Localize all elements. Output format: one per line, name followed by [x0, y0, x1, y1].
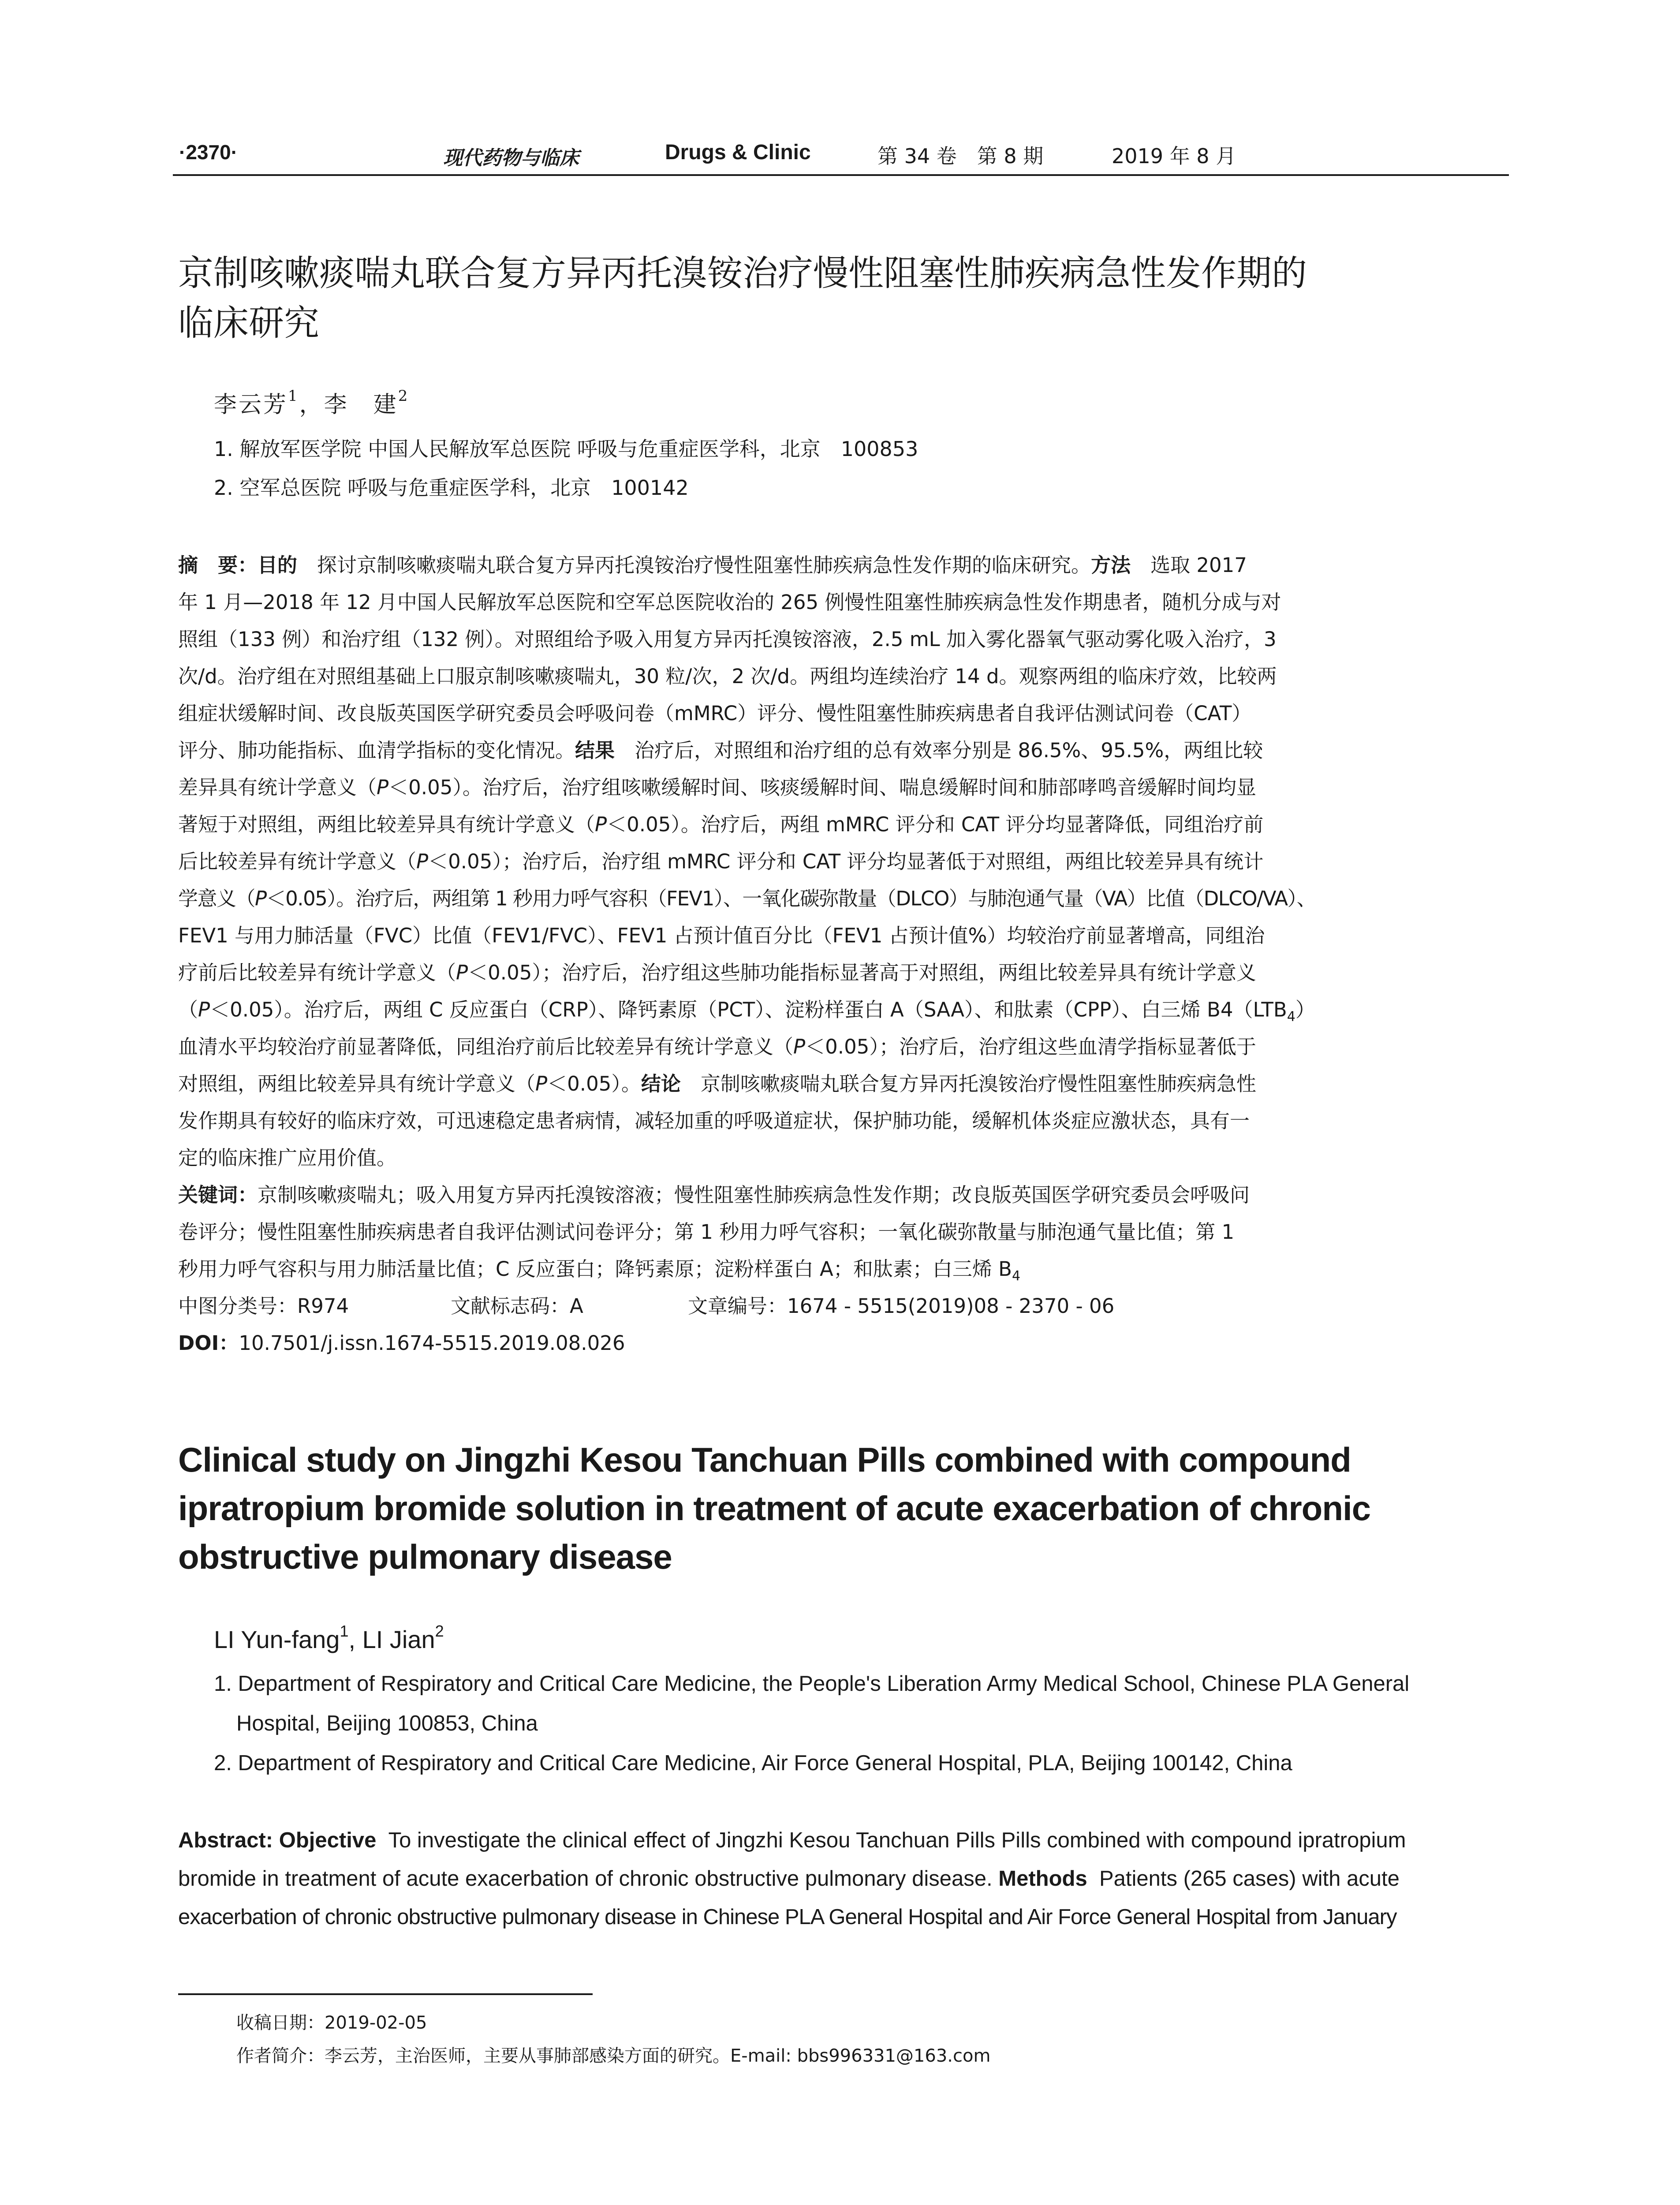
- p-value-symbol: P: [535, 1072, 548, 1095]
- title-cn-line-2: 临床研究: [178, 303, 319, 344]
- p-value-symbol: P: [255, 887, 266, 910]
- abstract-cn-text: ＜0.05）。治疗后，两组 mMRC 评分和 CAT 评分均显著降低，同组治疗前: [607, 813, 1264, 836]
- results-label-cn: 结果: [575, 739, 615, 762]
- keywords-cn-line: [178, 1253, 1020, 1282]
- author-1-cn: 李云芳: [214, 392, 288, 418]
- keywords-cn-line: [178, 1179, 1250, 1207]
- abstract-cn-text: ）: [1295, 998, 1315, 1021]
- affiliation-en-2: 2. Department of Respiratory and Critical Care Medicine, Air Force General Hospital, PLA, Beijing 100142, China: [214, 1751, 1292, 1775]
- classification-doc-code: 文献标志码：A: [451, 1294, 583, 1318]
- p-value-symbol: P: [793, 1035, 806, 1058]
- p-value-symbol: P: [595, 813, 607, 836]
- abstract-cn-text: 选取 2017: [1150, 553, 1247, 577]
- header-rule: [173, 174, 1509, 176]
- abstract-cn-line: [178, 1142, 396, 1170]
- methods-label-en: Methods: [998, 1867, 1087, 1891]
- abstract-cn-text: ＜0.05）；治疗后，治疗组这些血清学指标显著低于: [805, 1035, 1256, 1058]
- abstract-cn-text: 对照组，两组比较差异具有统计学意义（: [178, 1072, 536, 1095]
- keywords-label-cn: 关键词：: [178, 1183, 258, 1207]
- volume-issue: 第 34 卷 第 8 期: [877, 144, 1044, 168]
- abstract-cn-text: 治疗后，对照组和治疗组的总有效率分别是 86.5%、95.5%，两组比较: [635, 739, 1263, 762]
- abstract-en-text: exacerbation of chronic obstructive pulmonary disease in Chinese PLA General Hospital and Air Force General Hospital from January: [178, 1905, 1397, 1929]
- issue-date: 2019 年 8 月: [1112, 144, 1236, 168]
- title-en-line-3: obstructive pulmonary disease: [178, 1537, 672, 1576]
- abstract-cn-text: 探讨京制咳嗽痰喘丸联合复方异丙托溴铵治疗慢性阻塞性肺疾病急性发作期的临床研究。: [317, 553, 1091, 577]
- objective-label-cn: 目的: [258, 553, 298, 577]
- abstract-cn-text: ＜0.05）；治疗后，治疗组这些肺功能指标显著高于对照组，两组比较差异具有统计学意义: [468, 961, 1256, 984]
- abstract-en-line: [178, 1866, 1400, 1891]
- title-cn-line-1: 京制咳嗽痰喘丸联合复方异丙托溴铵治疗慢性阻塞性肺疾病急性发作期的: [178, 253, 1307, 294]
- p-value-symbol: P: [456, 961, 468, 984]
- abstract-cn-text: 年 1 月—2018 年 12 月中国人民解放军总医院和空军总医院收治的 265 例慢性阻塞性肺疾病急性发作期患者，随机分成与对: [178, 590, 1281, 614]
- objective-label-en: Objective: [279, 1828, 377, 1852]
- author-2-sup: 2: [435, 1622, 444, 1640]
- abstract-cn-text: 发作期具有较好的临床疗效，可迅速稳定患者病情，减轻加重的呼吸道症状，保护肺功能，缓解机体炎症应激状态，具有一: [178, 1109, 1250, 1132]
- abstract-cn-line: [178, 660, 1277, 689]
- abstract-en-text: bromide in treatment of acute exacerbation of chronic obstructive pulmonary disease.: [178, 1867, 993, 1891]
- classification-article-no: 文章编号：1674 - 5515(2019)08 - 2370 - 06: [688, 1294, 1115, 1318]
- p-value-symbol: P: [198, 998, 210, 1021]
- affiliation-en-1: 1. Department of Respiratory and Critical Care Medicine, the People's Liberation Army Medical School, Chinese PLA General: [214, 1672, 1410, 1696]
- abstract-cn-text: 疗前后比较差异有统计学意义（: [178, 961, 456, 984]
- abstract-cn-line: [178, 1031, 1256, 1059]
- subscript-4: 4: [1012, 1268, 1021, 1284]
- conclusion-label-cn: 结论: [641, 1072, 681, 1095]
- doi-label: DOI：: [178, 1331, 239, 1355]
- author-1-sup: 1: [340, 1622, 349, 1640]
- keywords-text: 卷评分；慢性阻塞性肺疾病患者自我评估测试问卷评分；第 1 秒用力呼气容积；一氧化碳弥散量与肺泡通气量比值；第 1: [178, 1220, 1235, 1244]
- classification-clc: 中图分类号：R974: [178, 1294, 349, 1318]
- journal-name-cn: 现代药物与临床: [443, 147, 579, 169]
- affiliation-cn-2: 2. 空军总医院 呼吸与危重症医学科，北京 100142: [214, 476, 689, 500]
- footnote-rule: [178, 1993, 593, 1995]
- abstract-cn-text: 后比较差异有统计学意义（: [178, 850, 417, 873]
- abstract-cn-text: 照组（133 例）和治疗组（132 例）。对照组给予吸入用复方异丙托溴铵溶液，2.5 mL 加入雾化器氧气驱动雾化吸入治疗，3: [178, 628, 1277, 651]
- abstract-cn-line: [178, 549, 1247, 578]
- author-sep: ,: [348, 1626, 362, 1653]
- methods-label-cn: 方法: [1091, 553, 1131, 577]
- abstract-cn-text: ＜0.05）。治疗后，两组 C 反应蛋白（CRP）、降钙素原（PCT）、淀粉样蛋白 A（SAA）、和肽素（CPP）、白三烯 B4（LTB: [210, 998, 1287, 1021]
- p-value-symbol: P: [377, 776, 389, 799]
- abstract-cn-text: 差异具有统计学意义（: [178, 776, 377, 799]
- abstract-cn-line: [178, 697, 1251, 726]
- abstract-cn-text: 评分、肺功能指标、血清学指标的变化情况。: [178, 739, 575, 762]
- abstract-cn-line: [178, 994, 1315, 1022]
- author-2-cn: 李 建: [324, 392, 398, 418]
- affiliation-en-1-cont: Hospital, Beijing 100853, China: [236, 1712, 538, 1735]
- abstract-en-text: Patients (265 cases) with acute: [1099, 1867, 1400, 1891]
- keywords-text: 京制咳嗽痰喘丸；吸入用复方异丙托溴铵溶液；慢性阻塞性肺疾病急性发作期；改良版英国医学研究委员会呼吸问: [258, 1183, 1250, 1207]
- abstract-cn-line: [178, 586, 1281, 615]
- authors-cn: [214, 386, 409, 419]
- subscript-4: 4: [1287, 1009, 1295, 1024]
- abstract-cn-text: 组症状缓解时间、改良版英国医学研究委员会呼吸问卷（mMRC）评分、慢性阻塞性肺疾病患者自我评估测试问卷（CAT）: [178, 702, 1252, 725]
- author-sep: ，: [299, 392, 324, 418]
- abstract-cn-text: ＜0.05）。治疗后，治疗组咳嗽缓解时间、咳痰缓解时间、喘息缓解时间和肺部哮鸣音缓解时间均显: [388, 776, 1256, 799]
- author-bio: 作者简介：李云芳，主治医师，主要从事肺部感染方面的研究。E-mail: bbs996331@163.com: [236, 2046, 991, 2066]
- doi-link[interactable]: 10.7501/j.issn.1674-5515.2019.08.026: [239, 1331, 625, 1355]
- keywords-cn-line: [178, 1216, 1234, 1245]
- abstract-cn-text: 血清水平均较治疗前显著降低，同组治疗前后比较差异有统计学意义（: [178, 1035, 794, 1058]
- abstract-cn-label: 摘 要：: [178, 553, 258, 577]
- abstract-cn-text: ＜0.05）；治疗后，治疗组 mMRC 评分和 CAT 评分均显著低于对照组，两组比较差异具有统计: [428, 850, 1264, 873]
- abstract-cn-text: 定的临床推广应用价值。: [178, 1146, 397, 1170]
- abstract-en-label: Abstract:: [178, 1828, 273, 1852]
- abstract-cn-text: ＜0.05）。治疗后，两组第 1 秒用力呼气容积（FEV1）、一氧化碳弥散量（DLCO）与肺泡通气量（VA）比值（DLCO/VA）、: [266, 887, 1316, 910]
- p-value-symbol: P: [416, 850, 429, 873]
- doi: [178, 1327, 625, 1356]
- abstract-cn-line: [178, 1105, 1250, 1133]
- author-1-sup: 1: [288, 387, 299, 405]
- abstract-cn-line: [178, 623, 1277, 652]
- abstract-cn-line: [178, 882, 1316, 911]
- abstract-cn-text: FEV1 与用力肺活量（FVC）比值（FEV1/FVC）、FEV1 占预计值百分比（FEV1 占预计值%）均较治疗前显著增高，同组治: [178, 924, 1265, 947]
- abstract-cn-text: 著短于对照组，两组比较差异具有统计学意义（: [178, 813, 595, 836]
- received-date: 收稿日期：2019-02-05: [236, 2013, 427, 2033]
- abstract-en-text: To investigate the clinical effect of Jingzhi Kesou Tanchuan Pills Pills combined with compound ipratropium: [388, 1828, 1406, 1852]
- abstract-cn-text: 京制咳嗽痰喘丸联合复方异丙托溴铵治疗慢性阻塞性肺疾病急性: [700, 1072, 1256, 1095]
- authors-en: [214, 1622, 444, 1654]
- abstract-cn-line: [178, 734, 1263, 763]
- abstract-cn-text: （: [178, 998, 198, 1021]
- author-2-sup: 2: [398, 387, 410, 405]
- abstract-cn-line: [178, 957, 1256, 985]
- title-en-line-1: Clinical study on Jingzhi Kesou Tanchuan Pills combined with compound: [178, 1440, 1351, 1479]
- abstract-en-line: [178, 1828, 1406, 1853]
- author-2-en: LI Jian: [362, 1626, 435, 1653]
- page-number: ·2370·: [179, 141, 238, 164]
- title-en-line-2: ipratropium bromide solution in treatment of acute exacerbation of chronic: [178, 1489, 1371, 1528]
- journal-name-en: Drugs & Clinic: [665, 141, 811, 164]
- abstract-cn-text: 学意义（: [178, 887, 255, 910]
- abstract-cn-line: [178, 845, 1263, 874]
- affiliation-cn-1: 1. 解放军医学院 中国人民解放军总医院 呼吸与危重症医学科，北京 100853: [214, 437, 918, 461]
- author-1-en: LI Yun-fang: [214, 1626, 340, 1653]
- abstract-cn-text: ＜0.05）。: [547, 1072, 641, 1095]
- abstract-cn-line: [178, 771, 1256, 800]
- abstract-cn-line: [178, 1068, 1256, 1096]
- abstract-en-line: [178, 1905, 1396, 1929]
- abstract-cn-line: [178, 919, 1265, 948]
- abstract-cn-line: [178, 808, 1263, 837]
- abstract-cn-text: 次/d。治疗组在对照组基础上口服京制咳嗽痰喘丸，30 粒/次，2 次/d。两组均连续治疗 14 d。观察两组的临床疗效，比较两: [178, 665, 1277, 688]
- keywords-text: 秒用力呼气容积与用力肺活量比值；C 反应蛋白；降钙素原；淀粉样蛋白 A；和肽素；白三烯 B: [178, 1257, 1012, 1281]
